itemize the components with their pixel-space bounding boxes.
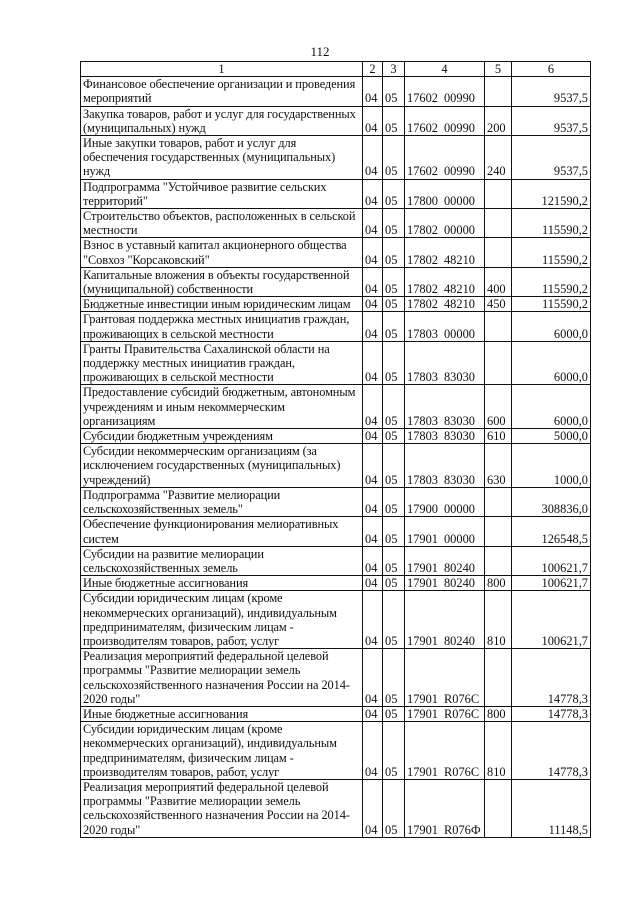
row-code-direction: 00990 — [443, 120, 475, 135]
row-expense-type: 240 — [485, 136, 512, 180]
row-code-direction: R076Ф — [443, 822, 481, 837]
row-name: Иные бюджетные ассигнования — [81, 706, 363, 721]
row-target-code — [405, 136, 485, 180]
row-target-code — [405, 591, 485, 649]
row-section: 04 — [363, 517, 383, 546]
row-subsection: 05 — [383, 106, 405, 135]
row-section: 04 — [363, 77, 383, 106]
row-section: 04 — [363, 722, 383, 780]
row-subsection: 05 — [383, 297, 405, 312]
table-row — [81, 649, 591, 707]
row-expense-type — [485, 341, 512, 385]
table-row — [81, 106, 591, 135]
row-amount: 115590,2 — [512, 267, 591, 296]
row-code-program: 17802 — [407, 223, 438, 238]
row-expense-type — [485, 238, 512, 267]
row-name: Финансовое обеспечение организации и проведения мероприятий — [81, 77, 363, 106]
row-amount: 100621,7 — [512, 576, 591, 591]
row-expense-type — [485, 179, 512, 208]
row-code-program: 17901 — [407, 576, 438, 591]
table-row — [81, 429, 591, 444]
row-target-code — [405, 429, 485, 444]
row-code-program: 17901 — [407, 706, 438, 721]
row-target-code — [405, 209, 485, 238]
row-amount: 11148,5 — [512, 779, 591, 837]
row-expense-type — [485, 779, 512, 837]
table-row — [81, 487, 591, 516]
row-code-direction: 83030 — [443, 413, 475, 428]
row-amount: 126548,5 — [512, 517, 591, 546]
row-section: 04 — [363, 267, 383, 296]
row-name: Субсидии бюджетным учреждениям — [81, 429, 363, 444]
row-name: Подпрограмма "Устойчивое развитие сельских территорий" — [81, 179, 363, 208]
table-row — [81, 136, 591, 180]
row-code-program: 17900 — [407, 502, 438, 517]
row-name: Грантовая поддержка местных инициатив граждан, проживающих в сельской местности — [81, 312, 363, 341]
row-section: 04 — [363, 297, 383, 312]
row-code-direction: 00000 — [443, 193, 475, 208]
row-code-direction: 83030 — [443, 472, 475, 487]
row-section: 04 — [363, 546, 383, 575]
row-code-direction: 48210 — [443, 252, 475, 267]
table-row — [81, 546, 591, 575]
row-target-code — [405, 722, 485, 780]
row-section: 04 — [363, 209, 383, 238]
row-expense-type — [485, 517, 512, 546]
row-amount: 9537,5 — [512, 106, 591, 135]
row-section: 04 — [363, 341, 383, 385]
row-section: 04 — [363, 179, 383, 208]
row-target-code — [405, 106, 485, 135]
row-subsection: 05 — [383, 267, 405, 296]
table-header-row — [81, 62, 591, 77]
row-subsection: 05 — [383, 136, 405, 180]
row-code-direction: 00990 — [443, 164, 475, 179]
row-code-program: 17802 — [407, 282, 438, 297]
row-name: Реализация мероприятий федеральной целевой программы "Развитие мелиорации земель сельскохозяйственного назначения России на 2014-2020 годы" — [81, 649, 363, 707]
row-code-direction: 83030 — [443, 370, 475, 385]
row-amount: 9537,5 — [512, 77, 591, 106]
row-expense-type: 610 — [485, 429, 512, 444]
row-subsection: 05 — [383, 706, 405, 721]
row-name: Субсидии юридическим лицам (кроме некоммерческих организаций), индивидуальным предпринимателям, физическим лицам - производителям товаров, работ, услуг — [81, 722, 363, 780]
table-row — [81, 341, 591, 385]
row-code-program: 17602 — [407, 91, 438, 106]
row-target-code — [405, 267, 485, 296]
row-subsection: 05 — [383, 779, 405, 837]
row-subsection: 05 — [383, 576, 405, 591]
row-section: 04 — [363, 106, 383, 135]
row-amount: 100621,7 — [512, 591, 591, 649]
table-row — [81, 517, 591, 546]
table-row — [81, 238, 591, 267]
row-expense-type: 810 — [485, 591, 512, 649]
row-expense-type: 810 — [485, 722, 512, 780]
row-expense-type — [485, 312, 512, 341]
row-code-program: 17901 — [407, 822, 438, 837]
column-header-3: 3 — [383, 62, 405, 77]
table-body — [81, 77, 591, 838]
row-target-code — [405, 444, 485, 488]
row-expense-type: 800 — [485, 706, 512, 721]
row-amount: 6000,0 — [512, 312, 591, 341]
row-name: Иные закупки товаров, работ и услуг для обеспечения государственных (муниципальных) нужд — [81, 136, 363, 180]
budget-table — [80, 61, 591, 838]
row-name: Предоставление субсидий бюджетным, автономным учреждениям и иным некоммерческим организациям — [81, 385, 363, 429]
row-name: Реализация мероприятий федеральной целевой программы "Развитие мелиорации земель сельскохозяйственного назначения России на 2014-2020 годы" — [81, 779, 363, 837]
column-header-5: 5 — [485, 62, 512, 77]
row-target-code — [405, 385, 485, 429]
row-subsection: 05 — [383, 546, 405, 575]
row-section: 04 — [363, 385, 383, 429]
row-name: Субсидии на развитие мелиорации сельскохозяйственных земель — [81, 546, 363, 575]
row-target-code — [405, 238, 485, 267]
row-section: 04 — [363, 591, 383, 649]
table-row — [81, 385, 591, 429]
table-row — [81, 706, 591, 721]
row-amount: 115590,2 — [512, 297, 591, 312]
row-name: Субсидии юридическим лицам (кроме некоммерческих организаций), индивидуальным предпринимателям, физическим лицам - производителям товаров, работ, услуг — [81, 591, 363, 649]
row-code-direction: 00000 — [443, 502, 475, 517]
row-subsection: 05 — [383, 209, 405, 238]
row-code-program: 17901 — [407, 560, 438, 575]
table-row — [81, 179, 591, 208]
page-number: 112 — [310, 44, 330, 59]
row-code-direction: 80240 — [443, 576, 475, 591]
row-code-direction: R076C — [443, 764, 480, 779]
row-target-code — [405, 517, 485, 546]
table-row — [81, 591, 591, 649]
row-expense-type: 630 — [485, 444, 512, 488]
row-name: Иные бюджетные ассигнования — [81, 576, 363, 591]
row-expense-type — [485, 546, 512, 575]
row-expense-type — [485, 209, 512, 238]
row-amount: 121590,2 — [512, 179, 591, 208]
row-amount: 14778,3 — [512, 722, 591, 780]
row-name: Бюджетные инвестиции иным юридическим лицам — [81, 297, 363, 312]
row-subsection: 05 — [383, 591, 405, 649]
row-target-code — [405, 649, 485, 707]
row-code-direction: 48210 — [443, 282, 475, 297]
row-expense-type — [485, 77, 512, 106]
row-section: 04 — [363, 429, 383, 444]
row-code-direction: 00000 — [443, 531, 475, 546]
row-target-code — [405, 576, 485, 591]
table-row — [81, 297, 591, 312]
row-section: 04 — [363, 649, 383, 707]
row-target-code — [405, 77, 485, 106]
row-expense-type — [485, 487, 512, 516]
row-amount: 5000,0 — [512, 429, 591, 444]
row-code-direction: 00990 — [443, 91, 475, 106]
table-row — [81, 444, 591, 488]
row-subsection: 05 — [383, 444, 405, 488]
row-section: 04 — [363, 136, 383, 180]
row-code-program: 17802 — [407, 297, 438, 312]
row-code-program: 17602 — [407, 120, 438, 135]
column-header-2: 2 — [363, 62, 383, 77]
row-code-direction: 00000 — [443, 326, 475, 341]
row-amount: 308836,0 — [512, 487, 591, 516]
row-expense-type: 200 — [485, 106, 512, 135]
row-expense-type — [485, 649, 512, 707]
row-code-direction: 00000 — [443, 223, 475, 238]
row-code-program: 17803 — [407, 326, 438, 341]
row-code-direction: R076C — [443, 706, 480, 721]
row-amount: 6000,0 — [512, 341, 591, 385]
row-code-program: 17803 — [407, 472, 438, 487]
row-amount: 14778,3 — [512, 649, 591, 707]
row-code-program: 17802 — [407, 252, 438, 267]
row-subsection: 05 — [383, 179, 405, 208]
row-amount: 1000,0 — [512, 444, 591, 488]
row-code-program: 17803 — [407, 413, 438, 428]
row-section: 04 — [363, 706, 383, 721]
row-target-code — [405, 779, 485, 837]
row-subsection: 05 — [383, 77, 405, 106]
row-section: 04 — [363, 312, 383, 341]
row-amount: 115590,2 — [512, 238, 591, 267]
row-name: Закупка товаров, работ и услуг для государственных (муниципальных) нужд — [81, 106, 363, 135]
row-amount: 100621,7 — [512, 546, 591, 575]
row-code-direction: 80240 — [443, 633, 475, 648]
row-subsection: 05 — [383, 487, 405, 516]
table-row — [81, 77, 591, 106]
row-name: Взнос в уставный капитал акционерного общества "Совхоз "Корсаковский" — [81, 238, 363, 267]
row-section: 04 — [363, 487, 383, 516]
row-name: Строительство объектов, расположенных в сельской местности — [81, 209, 363, 238]
row-code-direction: R076C — [443, 691, 480, 706]
row-name: Гранты Правительства Сахалинской области на поддержку местных инициатив граждан, проживающих в сельской местности — [81, 341, 363, 385]
row-name: Субсидии некоммерческим организациям (за исключением государственных (муниципальных) учреждений) — [81, 444, 363, 488]
row-subsection: 05 — [383, 517, 405, 546]
row-code-program: 17803 — [407, 370, 438, 385]
table-row — [81, 209, 591, 238]
row-target-code — [405, 179, 485, 208]
table-row — [81, 722, 591, 780]
row-section: 04 — [363, 576, 383, 591]
table-row — [81, 312, 591, 341]
table-row — [81, 779, 591, 837]
column-header-1: 1 — [81, 62, 363, 77]
table-row — [81, 576, 591, 591]
row-code-direction: 48210 — [443, 297, 475, 312]
row-subsection: 05 — [383, 649, 405, 707]
row-code-program: 17602 — [407, 164, 438, 179]
row-target-code — [405, 546, 485, 575]
column-header-4: 4 — [405, 62, 485, 77]
row-code-program: 17901 — [407, 691, 438, 706]
row-subsection: 05 — [383, 238, 405, 267]
table-row — [81, 267, 591, 296]
row-subsection: 05 — [383, 429, 405, 444]
row-subsection: 05 — [383, 312, 405, 341]
row-code-program: 17800 — [407, 193, 438, 208]
row-target-code — [405, 297, 485, 312]
row-section: 04 — [363, 238, 383, 267]
row-code-direction: 83030 — [443, 429, 475, 444]
row-code-direction: 80240 — [443, 560, 475, 575]
row-amount: 6000,0 — [512, 385, 591, 429]
column-header-6: 6 — [512, 62, 591, 77]
row-section: 04 — [363, 444, 383, 488]
row-expense-type: 600 — [485, 385, 512, 429]
row-target-code — [405, 341, 485, 385]
row-amount: 115590,2 — [512, 209, 591, 238]
row-code-program: 17901 — [407, 764, 438, 779]
row-subsection: 05 — [383, 341, 405, 385]
row-target-code — [405, 487, 485, 516]
row-section: 04 — [363, 779, 383, 837]
row-code-program: 17901 — [407, 633, 438, 648]
row-target-code — [405, 706, 485, 721]
row-expense-type: 450 — [485, 297, 512, 312]
row-target-code — [405, 312, 485, 341]
row-amount: 14778,3 — [512, 706, 591, 721]
row-name: Обеспечение функционирования мелиоративных систем — [81, 517, 363, 546]
row-expense-type: 800 — [485, 576, 512, 591]
row-subsection: 05 — [383, 385, 405, 429]
row-amount: 9537,5 — [512, 136, 591, 180]
row-code-program: 17901 — [407, 531, 438, 546]
row-code-program: 17803 — [407, 429, 438, 444]
row-name: Подпрограмма "Развитие мелиорации сельскохозяйственных земель" — [81, 487, 363, 516]
row-subsection: 05 — [383, 722, 405, 780]
row-expense-type: 400 — [485, 267, 512, 296]
row-name: Капитальные вложения в объекты государственной (муниципальной) собственности — [81, 267, 363, 296]
